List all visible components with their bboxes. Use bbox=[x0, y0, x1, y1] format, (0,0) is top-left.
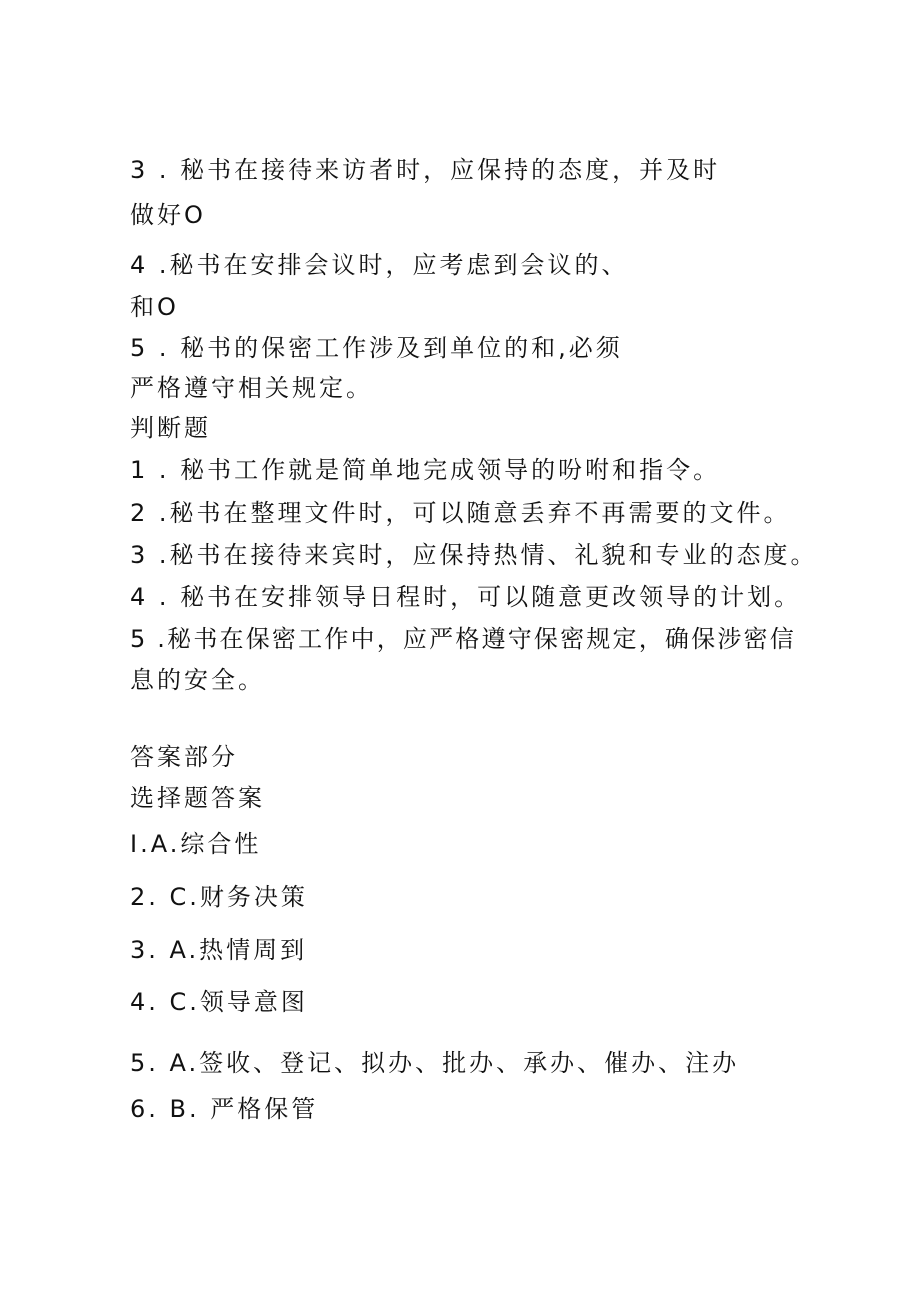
true-false-item: 1 . 秘书工作就是简单地完成领导的吩咐和指令。 bbox=[130, 456, 721, 484]
fill-in-question-3-line-1: 3 . 秘书在接待来访者时，应保持的态度，并及时 bbox=[130, 156, 721, 184]
true-false-item-continuation: 息的安全。 bbox=[130, 666, 265, 694]
choice-answer-item: 4. C.领导意图 bbox=[130, 988, 308, 1016]
choice-answer-item: 2. C.财务决策 bbox=[130, 883, 308, 911]
choice-answers-heading: 选择题答案 bbox=[130, 784, 265, 812]
choice-answer-item: 6. B. 严格保管 bbox=[130, 1095, 319, 1123]
fill-in-question-3-line-2: 做好O bbox=[130, 201, 206, 229]
true-false-item: 2 .秘书在整理文件时，可以随意丢弃不再需要的文件。 bbox=[130, 499, 791, 527]
fill-in-question-4-line-1: 4 .秘书在安排会议时，应考虑到会议的、 bbox=[130, 251, 629, 279]
true-false-item: 5 .秘书在保密工作中，应严格遵守保密规定，确保涉密信 bbox=[130, 625, 796, 653]
choice-answer-item: I.A.综合性 bbox=[130, 830, 262, 858]
answers-heading: 答案部分 bbox=[130, 743, 238, 771]
fill-in-question-4-line-2: 和O bbox=[130, 293, 179, 321]
fill-in-question-5-line-2: 严格遵守相关规定。 bbox=[130, 374, 373, 402]
true-false-item: 3 .秘书在接待来宾时，应保持热情、礼貌和专业的态度。 bbox=[130, 541, 818, 569]
choice-answer-item: 5. A.签收、登记、拟办、批办、承办、催办、注办 bbox=[130, 1049, 740, 1077]
choice-answer-item: 3. A.热情周到 bbox=[130, 936, 308, 964]
fill-in-question-5-line-1: 5 . 秘书的保密工作涉及到单位的和,必须 bbox=[130, 334, 623, 362]
true-false-heading: 判断题 bbox=[130, 414, 211, 442]
true-false-item: 4 . 秘书在安排领导日程时，可以随意更改领导的计划。 bbox=[130, 583, 802, 611]
